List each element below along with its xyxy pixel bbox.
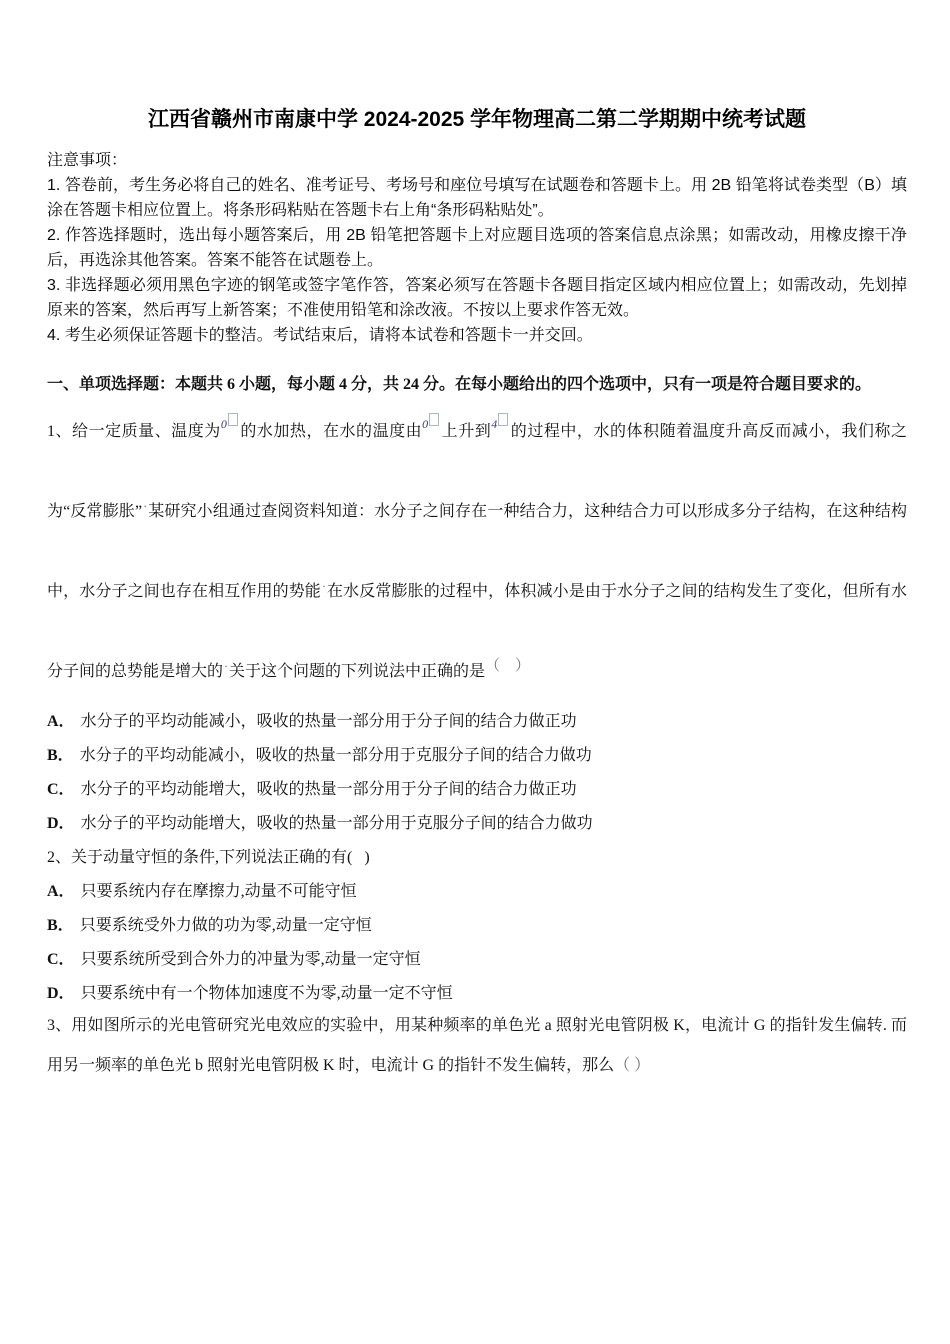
option-label: B． bbox=[47, 917, 74, 934]
formula-placeholder-box-icon bbox=[498, 413, 508, 426]
formula-superscript: 0 bbox=[220, 417, 227, 431]
question-1-text: 某研究小组通过查阅资料知道：水分子之间存在一种结合力，这种结合力可以形成多分子结构，在这种结构中，水分子之间也存在相互作用的势能 bbox=[47, 503, 907, 600]
question-1-text: 1、给一定质量、温度为 bbox=[47, 423, 221, 440]
option-label: A． bbox=[47, 713, 75, 730]
question-1-text: 的过程中，水的体积随着温度升高反而减小，我们称之为“反常膨胀” bbox=[47, 423, 907, 520]
question-2-options bbox=[47, 875, 907, 1011]
option-row bbox=[47, 705, 907, 739]
option-row bbox=[47, 875, 907, 909]
question-2-stem: 2、关于动量守恒的条件,下列说法正确的有( ) bbox=[47, 849, 370, 866]
option-text: 只要系统所受到合外力的冲量为零,动量一定守恒 bbox=[80, 951, 421, 968]
option-row bbox=[47, 739, 907, 773]
option-text: 只要系统受外力做的功为零,动量一定守恒 bbox=[79, 917, 372, 934]
formula-placeholder-box-icon bbox=[429, 413, 439, 426]
question-1-text: 在水反常膨胀的过程中，体积减小是由于水分子之间的结构发生了变化，但所有水分子间的总势能是增大的 bbox=[47, 583, 907, 680]
option-label: A． bbox=[47, 883, 75, 900]
notice-item: 1. 答卷前，考生务必将自己的姓名、准考证号、考场号和座位号填写在试题卷和答题卡上。用 2B 铅笔将试卷类型（B）填涂在答题卡相应位置上。将条形码粘贴在答题卡右上角“条形码粘贴处”。 bbox=[47, 177, 907, 219]
formula-dot-icon: · bbox=[321, 579, 326, 593]
option-label: C． bbox=[47, 781, 75, 798]
option-row bbox=[47, 909, 907, 943]
option-row bbox=[47, 807, 907, 841]
option-text: 水分子的平均动能减小，吸收的热量一部分用于克服分子间的结合力做功 bbox=[79, 747, 592, 764]
question-3-stem bbox=[47, 1006, 907, 1086]
question-1-text: 上升到 bbox=[441, 423, 492, 440]
question-1-options bbox=[47, 705, 907, 841]
option-text: 只要系统中有一个物体加速度不为零,动量一定不守恒 bbox=[80, 985, 453, 1002]
option-label: D． bbox=[47, 985, 75, 1002]
option-text: 水分子的平均动能增大，吸收的热量一部分用于分子间的结合力做正功 bbox=[80, 781, 577, 798]
notice-section bbox=[47, 148, 907, 348]
notice-heading: 注意事项： bbox=[47, 152, 128, 169]
formula-superscript: 0 bbox=[422, 417, 429, 431]
formula-placeholder-box-icon bbox=[228, 413, 238, 426]
option-label: B． bbox=[47, 747, 74, 764]
option-text: 水分子的平均动能减小，吸收的热量一部分用于分子间的结合力做正功 bbox=[80, 713, 577, 730]
formula-dot-icon: · bbox=[224, 659, 229, 673]
formula-dot-icon: · bbox=[143, 499, 148, 513]
option-text: 水分子的平均动能增大，吸收的热量一部分用于克服分子间的结合力做功 bbox=[80, 815, 593, 832]
question-1-text: 的水加热，在水的温度由 bbox=[239, 423, 423, 440]
formula-superscript: 4 bbox=[491, 417, 498, 431]
notice-item: 3. 非选择题必须用黑色字迹的钢笔或签字笔作答，答案必须写在答题卡各题目指定区域内相应位置上；如需改动，先划掉原来的答案，然后再写上新答案；不准使用铅笔和涂改液。不按以上要求作答无效。 bbox=[47, 277, 907, 319]
option-label: D． bbox=[47, 815, 75, 832]
option-row bbox=[47, 943, 907, 977]
notice-item: 4. 考生必须保证答题卡的整洁。考试结束后，请将本试卷和答题卡一并交回。 bbox=[47, 327, 593, 344]
section-1-heading: 一、单项选择题：本题共 6 小题，每小题 4 分，共 24 分。在每小题给出的四个选项中，只有一项是符合题目要求的。 bbox=[47, 376, 872, 393]
option-label: C． bbox=[47, 951, 75, 968]
answer-blank-parentheses: （ ） bbox=[614, 1057, 651, 1074]
page-title: 江西省赣州市南康中学 2024-2025 学年物理高二第二学期期中统考试题 bbox=[147, 108, 807, 131]
question-3-text: 3、用如图所示的光电管研究光电效应的实验中，用某种频率的单色光 a 照射光电管阴极 K，电流计 G 的指针发生偏转. 而用另一频率的单色光 b 照射光电管阴极 K 时，电流计 G 的指针不发生偏转，那么 bbox=[47, 1017, 907, 1074]
question-1-stem bbox=[47, 387, 907, 709]
option-row bbox=[47, 773, 907, 807]
option-text: 只要系统内存在摩擦力,动量不可能守恒 bbox=[80, 883, 357, 900]
notice-item: 2. 作答选择题时，选出每小题答案后，用 2B 铅笔把答题卡上对应题目选项的答案信息点涂黑；如需改动，用橡皮擦干净后，再选涂其他答案。答案不能答在试题卷上。 bbox=[47, 227, 907, 269]
answer-blank-parentheses: （ ） bbox=[485, 658, 531, 674]
question-1-text: 关于这个问题的下列说法中正确的是 bbox=[229, 663, 486, 680]
